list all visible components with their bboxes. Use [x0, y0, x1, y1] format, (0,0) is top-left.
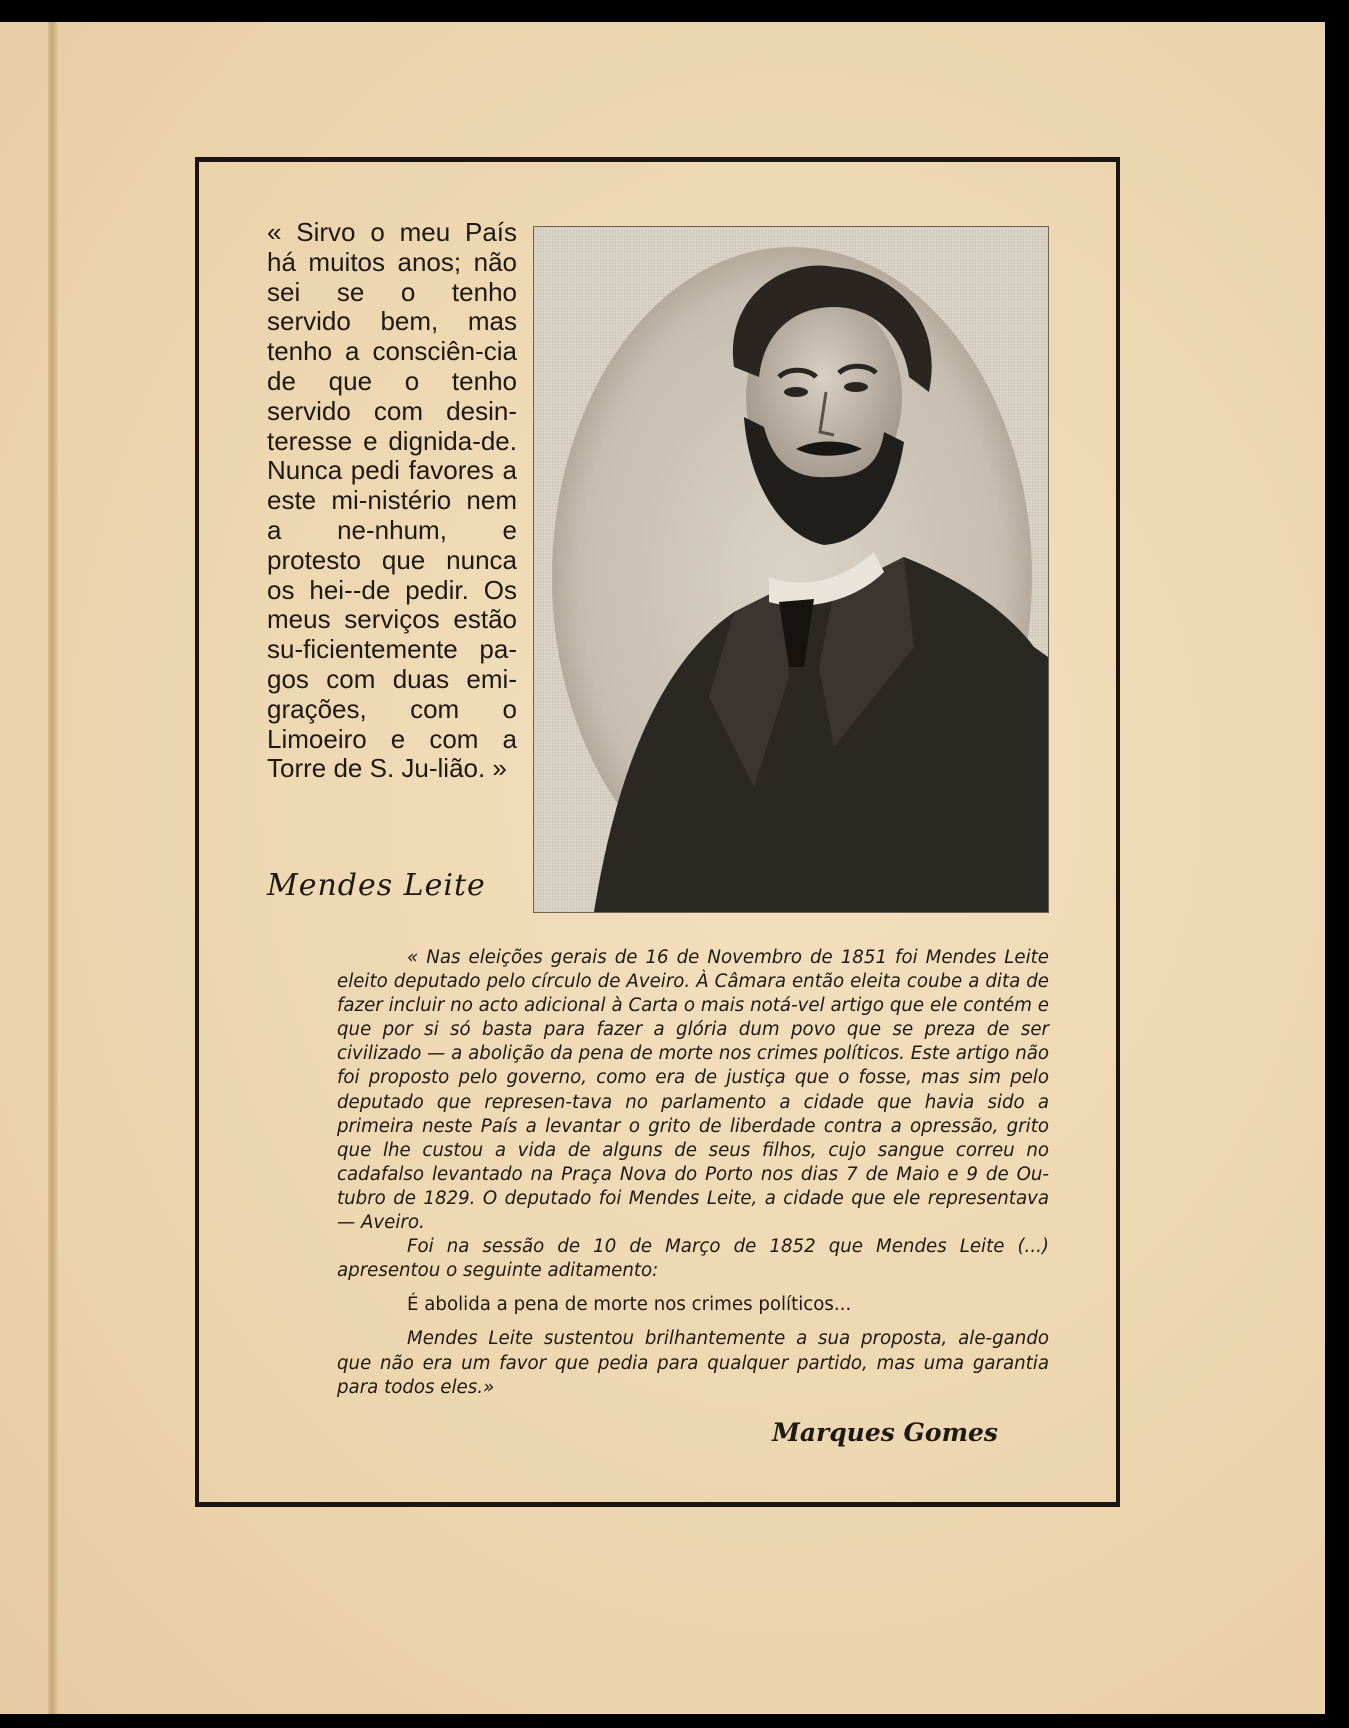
eye-left [784, 387, 808, 397]
article-signature: Marques Gomes [772, 1418, 998, 1447]
article-paragraph-3: É abolida a pena de morte nos crimes políticos... [407, 1294, 852, 1316]
portrait-photo [533, 226, 1049, 913]
quote-signature: Mendes Leite [267, 868, 486, 903]
article-paragraph-2: Foi na sessão de 10 de Março de 1852 que Mendes Leite (...) apresentou o seguinte aditamento: [337, 1236, 1049, 1282]
article-paragraph-1: « Nas eleições gerais de 16 de Novembro de 1851 foi Mendes Leite eleito deputado pelo círculo de Aveiro. À Câmara então eleita coube a dita de fazer incluir no acto adicional à Carta o mais notá-vel artigo que ele contém e que por si só basta para fazer a glória dum povo que se preza de ser civilizado — a abolição da pena de morte nos crimes políticos. Este artigo não foi proposto pelo governo, como era de justiça que o fosse, mas sim pelo deputado que represen-tava no parlamento a cidade que havia sido a primeira neste País a levantar o grito de liberdade contra a opressão, grito que lhe custou a vida de alguns de seus filhos, cujo sangue correu no cadafalso levantado na Praça Nova do Porto nos dias 7 de Maio e 9 de Ou-tubro de 1829. O deputado foi Mendes Leite, a cidade que ele representava — Aveiro. [337, 947, 1049, 1234]
article-paragraph-4: Mendes Leite sustentou brilhantemente a sua proposta, ale-gando que não era um favor que pedia para qualquer partido, mas uma garantia para todos eles.» [337, 1328, 1049, 1398]
binding-shadow [48, 22, 58, 1714]
eye-right [844, 382, 868, 392]
portrait-illustration [534, 227, 1048, 912]
article-text [337, 946, 1049, 1400]
quote-text: « Sirvo o meu País há muitos anos; não sei se o tenho servido bem, mas tenho a consciên-cia de que o tenho servido com desin-teresse e dignida-de. Nunca pedi favores a este mi-nistério nem a ne-nhum, e protesto que nunca os hei--de pedir. Os meus serviços estão su-ficientemente pa-gos com duas emi-grações, com o Limoeiro e com a Torre de S. Ju-lião. » [267, 217, 517, 784]
